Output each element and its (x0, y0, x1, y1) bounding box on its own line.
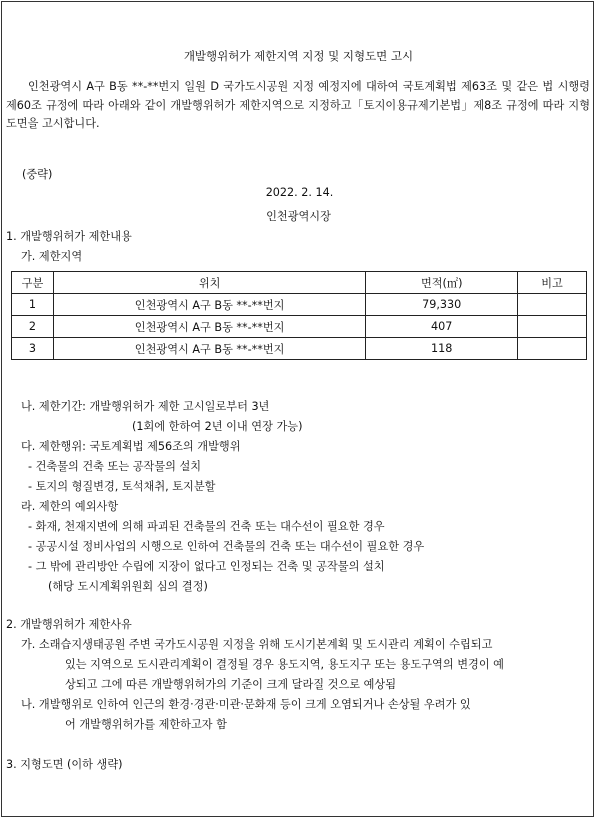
da-item: - 건축물의 건축 또는 공작물의 설치 (28, 460, 202, 473)
header-remarks: 비고 (518, 272, 587, 294)
section-3-heading: 3. 지형도면 (이하 생략) (6, 758, 123, 771)
notice-date: 2022. 2. 14. (265, 186, 334, 199)
section-1-sub-na-note: (1회에 한하여 2년 이내 연장 가능) (132, 420, 303, 433)
section-2-na-line: 나. 개발행위로 인하여 인근의 환경·경관·미관·문화재 등이 크게 오염되거나 손상될 우려가 있 (21, 698, 471, 711)
cell-area: 407 (366, 316, 518, 338)
header-category: 구분 (12, 272, 54, 294)
section-2-na-line: 어 개발행위허가를 제한하고자 함 (65, 718, 227, 731)
restricted-area-table (11, 271, 587, 360)
section-1-sub-da: 다. 제한행위: 국토계획법 제56조의 개발행위 (21, 440, 241, 453)
table-row (12, 294, 587, 316)
cell-area: 79,330 (366, 294, 518, 316)
section-1-heading: 1. 개발행위허가 제한내용 (6, 230, 132, 243)
section-2-heading: 2. 개발행위허가 제한사유 (6, 618, 132, 631)
ra-item: - 그 밖에 관리방안 수립에 지장이 없다고 인정되는 건축 및 공작물의 설치 (28, 560, 385, 573)
notice-title: 개발행위허가 제한지역 지정 및 지형도면 고시 (183, 49, 414, 63)
section-1-sub-ga: 가. 제한지역 (21, 250, 83, 263)
ra-item: - 화재, 천재지변에 의해 파괴된 건축물의 건축 또는 대수선이 필요한 경우 (28, 520, 385, 533)
da-item: - 토지의 형질변경, 토석채취, 토지분할 (28, 480, 216, 493)
section-2-ga-line: 가. 소래습지생태공원 주변 국가도시공원 지정을 위해 도시기본계획 및 도시관리 계획이 수립되고 (21, 638, 493, 651)
cell-category: 2 (12, 316, 54, 338)
cell-category: 3 (12, 338, 54, 360)
section-2-ga-line: 있는 지역으로 도시관리계획이 결정될 경우 용도지역, 용도지구 또는 용도구역의 변경이 예 (65, 658, 504, 671)
cell-location: 인천광역시 A구 B동 **-**번지 (53, 294, 365, 316)
cell-location: 인천광역시 A구 B동 **-**번지 (53, 338, 365, 360)
cell-remarks (518, 294, 587, 316)
cell-remarks (518, 338, 587, 360)
header-location: 위치 (53, 272, 365, 294)
notice-page (1, 1, 594, 817)
header-area: 면적(㎡) (366, 272, 518, 294)
cell-location: 인천광역시 A구 B동 **-**번지 (53, 316, 365, 338)
cell-remarks (518, 316, 587, 338)
table-header-row (12, 272, 587, 294)
section-2-ga-line: 상되고 그에 따른 개발행위허가의 기준이 크게 달라질 것으로 예상됨 (65, 678, 397, 691)
table-row (12, 338, 587, 360)
ra-item: - 공공시설 정비사업의 시행으로 인하여 건축물의 건축 또는 대수선이 필요한 경우 (28, 540, 425, 553)
cell-category: 1 (12, 294, 54, 316)
table-row (12, 316, 587, 338)
section-1-sub-ra: 라. 제한의 예외사항 (21, 500, 119, 513)
notice-authority: 인천광역시장 (266, 210, 331, 223)
cell-area: 118 (366, 338, 518, 360)
section-1-sub-na: 나. 제한기간: 개발행위허가 제한 고시일로부터 3년 (21, 400, 270, 413)
intro-paragraph: 인천광역시 A구 B동 **-**번지 일원 D 국가도시공원 지정 예정지에 대하여 국토계획법 제63조 및 같은 법 시행령 제60조 규정에 따라 아래와 같이 개발행위허가 제한지역으로 지정하고「토지이용규제기본법」제8조 규정에 따라 지형도면을 고시합니다. (6, 80, 590, 130)
omitted-note: (중략) (22, 168, 53, 181)
ra-note: (해당 도시계획위원회 심의 결정) (48, 580, 208, 593)
